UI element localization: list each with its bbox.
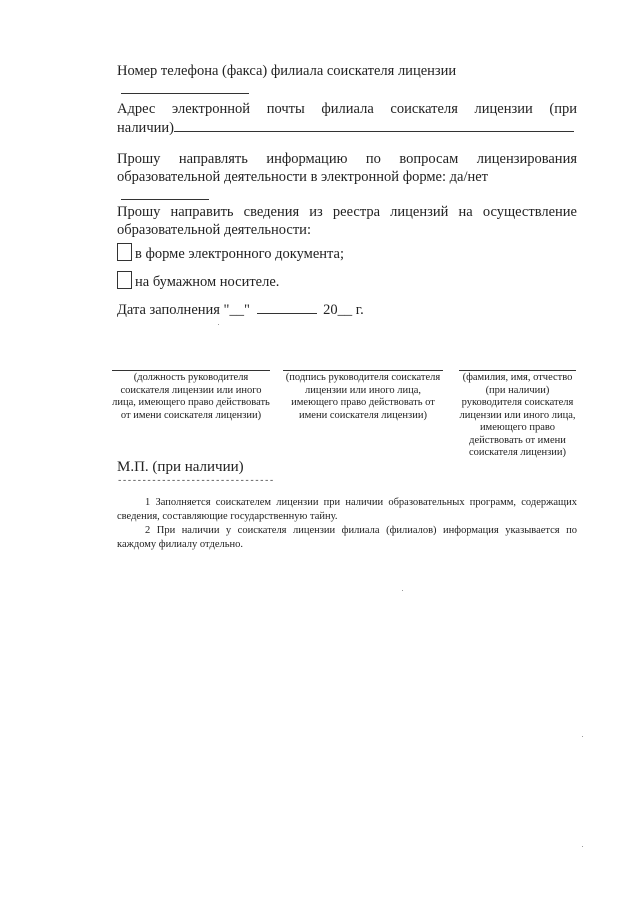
request-info-line1: Прошу направлять информацию по вопросам лицензирования [117,151,577,167]
email-label-line1: Адрес электронной почты филиала соискателя лицензии (при [117,101,577,117]
signature-caption: (подпись руководителя соискателя лицензии или иного лица, имеющего право действовать от имени соискателя лицензии) [285,372,441,421]
date-line [117,300,577,319]
email-input-line[interactable] [174,118,574,132]
request-info-block [117,150,577,205]
date-month-line[interactable] [257,300,317,314]
email-label-line2: наличии) [117,120,174,136]
scan-speck [218,324,219,325]
footnote-divider: -------------------------------- [117,476,274,486]
request-info-line2: образовательной деятельности в электронной форме: да/нет [117,169,489,185]
electronic-checkbox[interactable] [117,243,132,261]
scan-speck [582,736,583,737]
paper-checkbox[interactable] [117,271,132,289]
option-electronic-row [117,243,577,263]
date-label: Дата заполнения "__" [117,302,250,318]
footnote-1: 1 Заполняется соискателем лицензии при наличии образовательных программ, содержащих сведения, составляющие государственную тайну. [117,497,577,522]
full-name-line[interactable] [459,370,576,371]
position-caption: (должность руководителя соискателя лицензии или иного лица, имеющего право действовать от имени соискателя лицензии) [112,372,270,421]
phone-field-line [117,62,577,99]
option-paper-row [117,271,577,291]
phone-input-line[interactable] [121,80,249,94]
signature-line[interactable] [283,370,443,371]
option-electronic-label: в форме электронного документа; [135,246,344,262]
yes-no-input-line[interactable] [121,186,209,200]
footnote-2: 2 При наличии у соискателя лицензии филиала (филиалов) информация указывается по каждому филиалу отдельно. [117,525,577,550]
scan-speck [582,846,583,847]
stamp-label: М.П. (при наличии) [117,459,244,475]
email-field-block [117,100,577,137]
phone-label: Номер телефона (факса) филиала соискателя лицензии [117,63,457,79]
request-extract-line2: образовательной деятельности: [117,222,311,238]
position-line[interactable] [112,370,270,371]
scan-speck [402,590,403,591]
option-paper-label: на бумажном носителе. [135,274,280,290]
request-extract-block [117,203,577,291]
full-name-caption: (фамилия, имя, отчество (при наличии) руководителя соискателя лицензии или иного лица, имеющего право действовать от имени соискателя лицензии) [459,372,576,458]
request-extract-line1: Прошу направить сведения из реестра лицензий на осуществление [117,204,577,220]
date-year: 20__ г. [323,302,364,318]
